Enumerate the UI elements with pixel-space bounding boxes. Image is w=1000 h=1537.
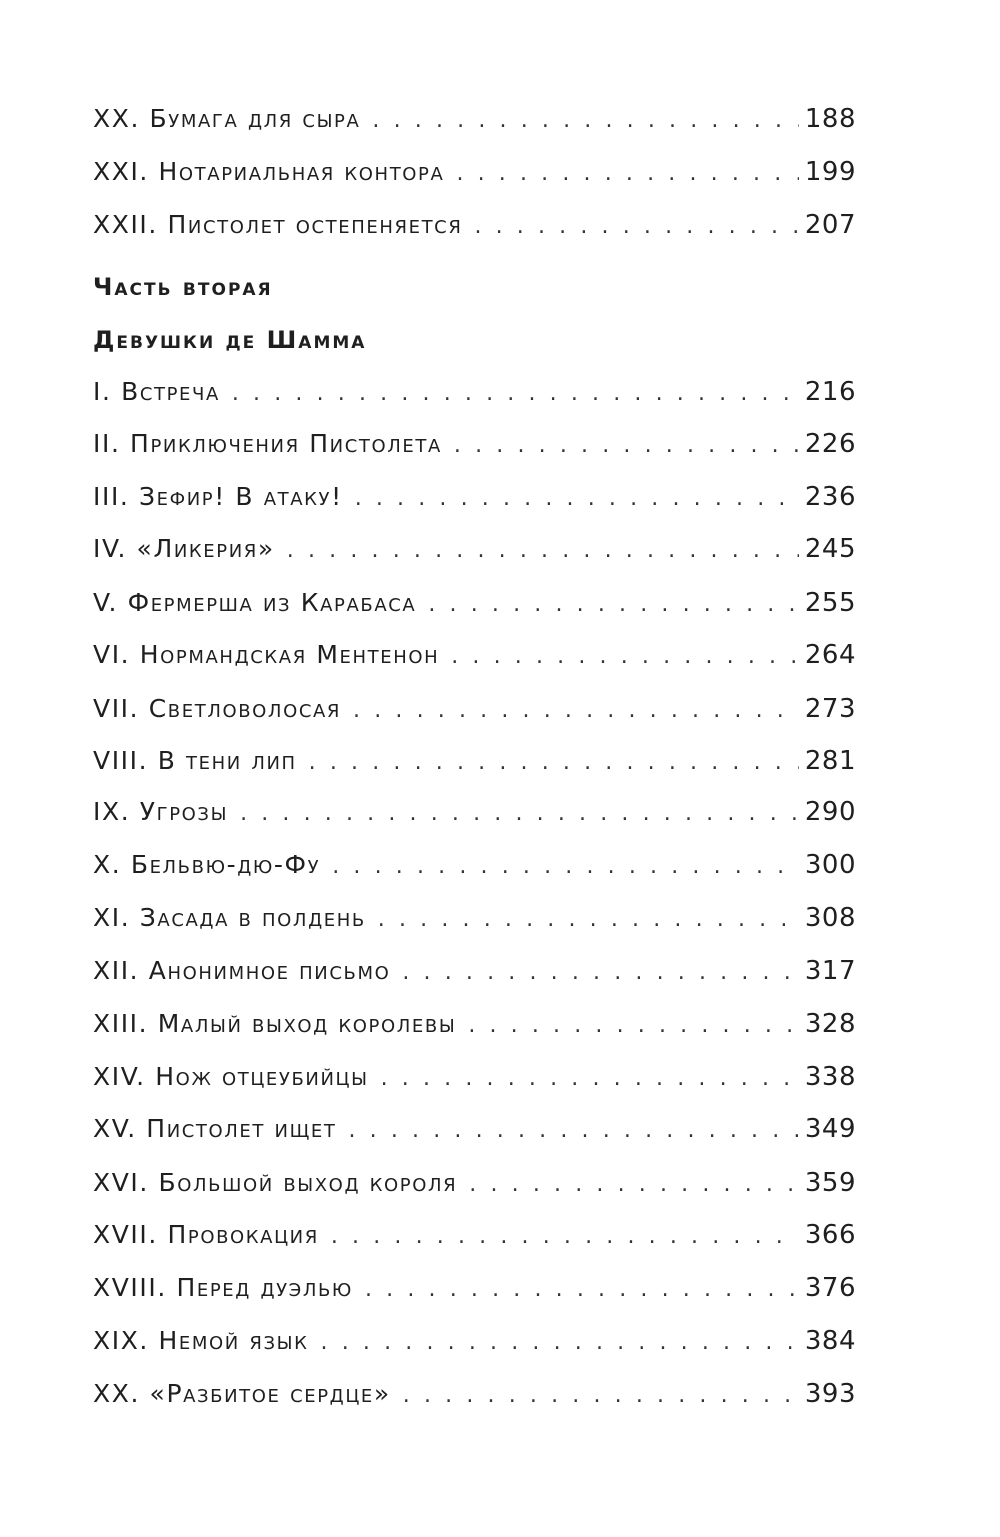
toc-entry [93, 635, 856, 675]
toc-entry [93, 898, 856, 938]
toc-entry [93, 1163, 856, 1203]
toc-entry-page: 199 [804, 157, 856, 187]
toc-entry-title: X. Бельвю-дю-Фу [93, 850, 321, 879]
dot-leader [451, 637, 799, 677]
toc-entry [93, 845, 856, 885]
toc-entry-title: XXI. Нотариальная контора [93, 157, 445, 186]
toc-entry [93, 689, 856, 729]
toc-entry [93, 1109, 856, 1149]
toc-entry-title: V. Фермерша из Карабаса [93, 588, 417, 617]
part-label: Часть вторая [93, 273, 273, 301]
toc-entry-title: IX. Угрозы [93, 797, 229, 826]
toc-entry-title: XVII. Провокация [93, 1220, 319, 1249]
toc-entry [93, 792, 856, 832]
dot-leader [372, 101, 798, 141]
dot-leader [403, 1376, 799, 1416]
dot-leader [332, 847, 799, 887]
toc-entry-page: 281 [804, 746, 856, 776]
toc-entry [93, 99, 856, 139]
toc-entry-title: XX. «Разбитое сердце» [93, 1379, 391, 1408]
toc-entry [93, 583, 856, 623]
toc-entry-title: XIX. Немой язык [93, 1326, 309, 1355]
dot-leader [365, 1270, 799, 1310]
toc-entry-page: 366 [804, 1220, 856, 1250]
toc-entry [93, 1057, 856, 1097]
toc-entry-page: 338 [804, 1062, 856, 1092]
toc-entry-page: 384 [804, 1326, 856, 1356]
toc-entry-title: XXII. Пистолет остепеняется [93, 210, 463, 239]
toc-entry-page: 188 [804, 104, 856, 134]
dot-leader [348, 1111, 798, 1151]
toc-entry-title: XIII. Малый выход королевы [93, 1009, 457, 1038]
toc-entry-title: VII. Светловолосая [93, 694, 342, 723]
toc-entry-title: II. Приключения Пистолета [93, 429, 442, 458]
dot-leader [309, 743, 799, 783]
toc-entry-page: 255 [804, 588, 856, 618]
toc-entry-page: 264 [804, 640, 856, 670]
toc-entry-page: 376 [804, 1273, 856, 1303]
dot-leader [474, 207, 798, 247]
toc-entry [93, 1004, 856, 1044]
toc-entry [93, 529, 856, 569]
toc-entry [93, 1321, 856, 1361]
toc-entry-title: XI. Засада в полдень [93, 903, 366, 932]
toc-entry-page: 273 [804, 694, 856, 724]
toc-entry-page: 349 [804, 1114, 856, 1144]
toc-entry-title: XV. Пистолет ищет [93, 1114, 337, 1143]
toc-entry [93, 1215, 856, 1255]
toc-entry-title: VIII. В тени лип [93, 746, 297, 775]
toc-entry-page: 393 [804, 1379, 856, 1409]
toc-entry-title: VI. Нормандская Ментенон [93, 640, 440, 669]
dot-leader [331, 1217, 799, 1257]
toc-entry-title: XII. Анонимное письмо [93, 956, 391, 985]
dot-leader [287, 531, 799, 571]
toc-entry-page: 207 [804, 210, 856, 240]
toc-entry-title: XVI. Большой выход короля [93, 1168, 458, 1197]
dot-leader [468, 1006, 799, 1046]
toc-entry-page: 308 [804, 903, 856, 933]
toc-entry-page: 290 [804, 797, 856, 827]
dot-leader [232, 374, 799, 414]
toc-entry [93, 951, 856, 991]
toc-entry-page: 359 [804, 1168, 856, 1198]
toc-entry-title: I. Встреча [93, 377, 220, 406]
toc-entry [93, 741, 856, 781]
toc-entry [93, 424, 856, 464]
toc-entry [93, 477, 856, 517]
dot-leader [240, 794, 799, 834]
dot-leader [381, 1059, 799, 1099]
toc-entry-title: XVIII. Перед дуэлью [93, 1273, 353, 1302]
dot-leader [378, 900, 799, 940]
toc-entry-page: 236 [804, 482, 856, 512]
toc-entry [93, 1374, 856, 1414]
toc-entry-title: XX. Бумага для сыра [93, 104, 361, 133]
toc-entry [93, 205, 856, 245]
dot-leader [428, 585, 799, 625]
part-title: Девушки де Шамма [93, 326, 367, 354]
toc-entry-page: 300 [804, 850, 856, 880]
toc-entry-page: 245 [804, 534, 856, 564]
dot-leader [402, 953, 799, 993]
toc-entry-title: IV. «Ликерия» [93, 534, 275, 563]
toc-entry-page: 317 [804, 956, 856, 986]
toc-entry-page: 226 [804, 429, 856, 459]
toc-entry-page: 328 [804, 1009, 856, 1039]
dot-leader [454, 426, 799, 466]
dot-leader [353, 691, 799, 731]
dot-leader [469, 1165, 799, 1205]
toc-entry-page: 216 [804, 377, 856, 407]
toc-entry [93, 152, 856, 192]
dot-leader [355, 479, 799, 519]
toc-entry [93, 1268, 856, 1308]
dot-leader [321, 1323, 799, 1363]
toc-entry [93, 372, 856, 412]
dot-leader [456, 154, 798, 194]
toc-entry-title: III. Зефир! В атаку! [93, 482, 343, 511]
toc-entry-title: XIV. Нож отцеубийцы [93, 1062, 369, 1091]
